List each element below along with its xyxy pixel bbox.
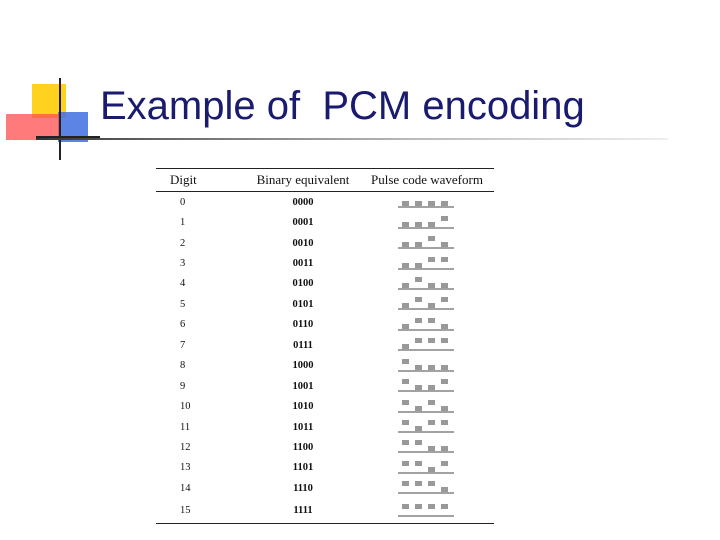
slide-title: Example of PCM encoding: [100, 84, 585, 128]
pulse-low: [441, 487, 448, 492]
table-row: [156, 478, 494, 498]
pulse-low: [402, 201, 409, 206]
pulse-waveform: [398, 502, 458, 520]
pulse-high: [428, 257, 435, 262]
pulse-low: [428, 201, 435, 206]
pcm-encoding-table: [156, 168, 494, 524]
pulse-high: [441, 257, 448, 262]
digit-cell: 15: [156, 499, 246, 524]
waveform-cell: [360, 458, 494, 478]
pulse-high: [428, 420, 435, 425]
pulse-high: [402, 420, 409, 425]
pulse-waveform: [398, 316, 458, 334]
table-row: [156, 356, 494, 376]
pulse-high: [441, 338, 448, 343]
binary-cell: 1101: [292, 462, 314, 474]
binary-cell: 1111: [246, 499, 360, 524]
binary-cell: 1100: [292, 441, 314, 453]
pulse-low: [415, 263, 422, 268]
waveform-cell: [360, 192, 494, 213]
pulse-waveform: [398, 275, 458, 293]
digit-cell: 13: [180, 462, 191, 474]
pulse-waveform: [398, 357, 458, 375]
pulse-low: [402, 283, 409, 288]
pulse-high: [415, 338, 422, 343]
table-row: [156, 376, 494, 396]
pulse-low: [428, 303, 435, 308]
pulse-waveform: [398, 398, 458, 416]
binary-cell: 0010: [292, 237, 314, 249]
pulse-low: [415, 385, 422, 390]
pulse-high: [428, 236, 435, 241]
digit-cell: 6: [180, 319, 186, 331]
pulse-high: [428, 338, 435, 343]
waveform-cell: [360, 376, 494, 396]
pulse-high: [402, 461, 409, 466]
digit-cell: 3: [180, 258, 186, 270]
pulse-low: [402, 303, 409, 308]
pulse-waveform: [398, 377, 458, 395]
digit-cell: 12: [180, 441, 191, 453]
digit-cell: 11: [180, 421, 191, 433]
binary-cell: 0011: [292, 258, 314, 270]
pulse-waveform: [398, 193, 458, 211]
pulse-high: [402, 379, 409, 384]
digit-cell: 10: [180, 401, 191, 413]
pulse-waveform: [398, 336, 458, 354]
header-binary-equivalent: Binary equivalent: [246, 169, 360, 192]
binary-cell: 1110: [293, 482, 313, 494]
pulse-low: [415, 222, 422, 227]
pulse-low: [415, 426, 422, 431]
binary-cell: 0111: [293, 339, 313, 351]
binary-cell: 1010: [292, 401, 314, 413]
pulse-high: [441, 379, 448, 384]
pulse-waveform: [398, 255, 458, 273]
table-row: [156, 417, 494, 437]
table-header-row: [156, 169, 494, 192]
pulse-low: [441, 406, 448, 411]
pulse-high: [428, 504, 435, 509]
table-row: [156, 253, 494, 273]
digit-cell: 2: [180, 237, 186, 249]
table-row: [156, 294, 494, 314]
pulse-low: [428, 222, 435, 227]
binary-cell: 1001: [292, 380, 314, 392]
waveform-cell: [360, 335, 494, 355]
pulse-waveform: [398, 438, 458, 456]
pulse-high: [428, 318, 435, 323]
waveform-cell: [360, 478, 494, 498]
pulse-low: [428, 365, 435, 370]
table-row: [156, 499, 494, 524]
pulse-waveform: [398, 214, 458, 232]
binary-cell: 1011: [292, 421, 314, 433]
digit-cell: 0: [180, 196, 186, 208]
header-digit: Digit: [156, 169, 246, 192]
waveform-cell: [360, 212, 494, 232]
digit-cell: 8: [180, 360, 186, 372]
pulse-low: [441, 242, 448, 247]
waveform-cell: [360, 437, 494, 457]
pulse-low: [441, 365, 448, 370]
pulse-waveform: [398, 459, 458, 477]
table-row: [156, 458, 494, 478]
pulse-low: [428, 467, 435, 472]
pulse-high: [415, 504, 422, 509]
pulse-waveform: [398, 479, 458, 497]
pulse-high: [428, 481, 435, 486]
pulse-high: [428, 400, 435, 405]
pulse-low: [415, 365, 422, 370]
digit-cell: 7: [180, 339, 186, 351]
pulse-high: [441, 420, 448, 425]
pulse-low: [441, 324, 448, 329]
digit-cell: 1: [180, 217, 186, 229]
pulse-low: [402, 344, 409, 349]
waveform-cell: [360, 396, 494, 416]
waveform-cell: [360, 499, 494, 524]
pulse-high: [402, 359, 409, 364]
pulse-high: [415, 277, 422, 282]
waveform-cell: [360, 253, 494, 273]
digit-cell: 4: [180, 278, 186, 290]
digit-cell: 9: [180, 380, 186, 392]
pulse-high: [441, 461, 448, 466]
pulse-low: [441, 201, 448, 206]
pulse-high: [415, 297, 422, 302]
waveform-cell: [360, 274, 494, 294]
pulse-high: [402, 400, 409, 405]
pulse-high: [415, 318, 422, 323]
pulse-high: [441, 216, 448, 221]
pulse-high: [402, 481, 409, 486]
binary-cell: 0110: [292, 319, 314, 331]
table-row: [156, 315, 494, 335]
title-divider: [36, 138, 668, 140]
waveform-cell: [360, 417, 494, 437]
pulse-high: [415, 440, 422, 445]
pulse-low: [428, 446, 435, 451]
pulse-high: [441, 504, 448, 509]
pulse-high: [415, 481, 422, 486]
waveform-cell: [360, 294, 494, 314]
pulse-waveform: [398, 295, 458, 313]
waveform-cell: [360, 315, 494, 335]
pulse-low: [441, 446, 448, 451]
table-row: [156, 437, 494, 457]
pulse-high: [402, 504, 409, 509]
pulse-low: [428, 385, 435, 390]
binary-cell: 0001: [292, 217, 314, 229]
pulse-waveform: [398, 234, 458, 252]
pulse-high: [402, 440, 409, 445]
pulse-low: [402, 242, 409, 247]
digit-cell: 14: [180, 482, 191, 494]
table-row: [156, 335, 494, 355]
pulse-low: [402, 324, 409, 329]
pulse-low: [441, 283, 448, 288]
binary-cell: 0101: [292, 298, 314, 310]
table-row: [156, 212, 494, 232]
pulse-low: [415, 242, 422, 247]
pulse-high: [415, 461, 422, 466]
header-pulse-code-waveform: Pulse code waveform: [360, 169, 494, 192]
binary-cell: 0000: [292, 196, 314, 208]
binary-cell: 1000: [292, 360, 314, 372]
waveform-cell: [360, 233, 494, 253]
logo-graphic: [0, 0, 110, 170]
pulse-waveform: [398, 418, 458, 436]
digit-cell: 5: [180, 298, 186, 310]
pulse-low: [415, 201, 422, 206]
pulse-low: [415, 406, 422, 411]
binary-cell: 0100: [292, 278, 314, 290]
pulse-high: [441, 297, 448, 302]
table-row: [156, 396, 494, 416]
table-row: [156, 233, 494, 253]
pulse-low: [428, 283, 435, 288]
waveform-cell: [360, 356, 494, 376]
table-row: [156, 274, 494, 294]
table-row: [156, 192, 494, 213]
pulse-low: [402, 263, 409, 268]
pulse-low: [402, 222, 409, 227]
